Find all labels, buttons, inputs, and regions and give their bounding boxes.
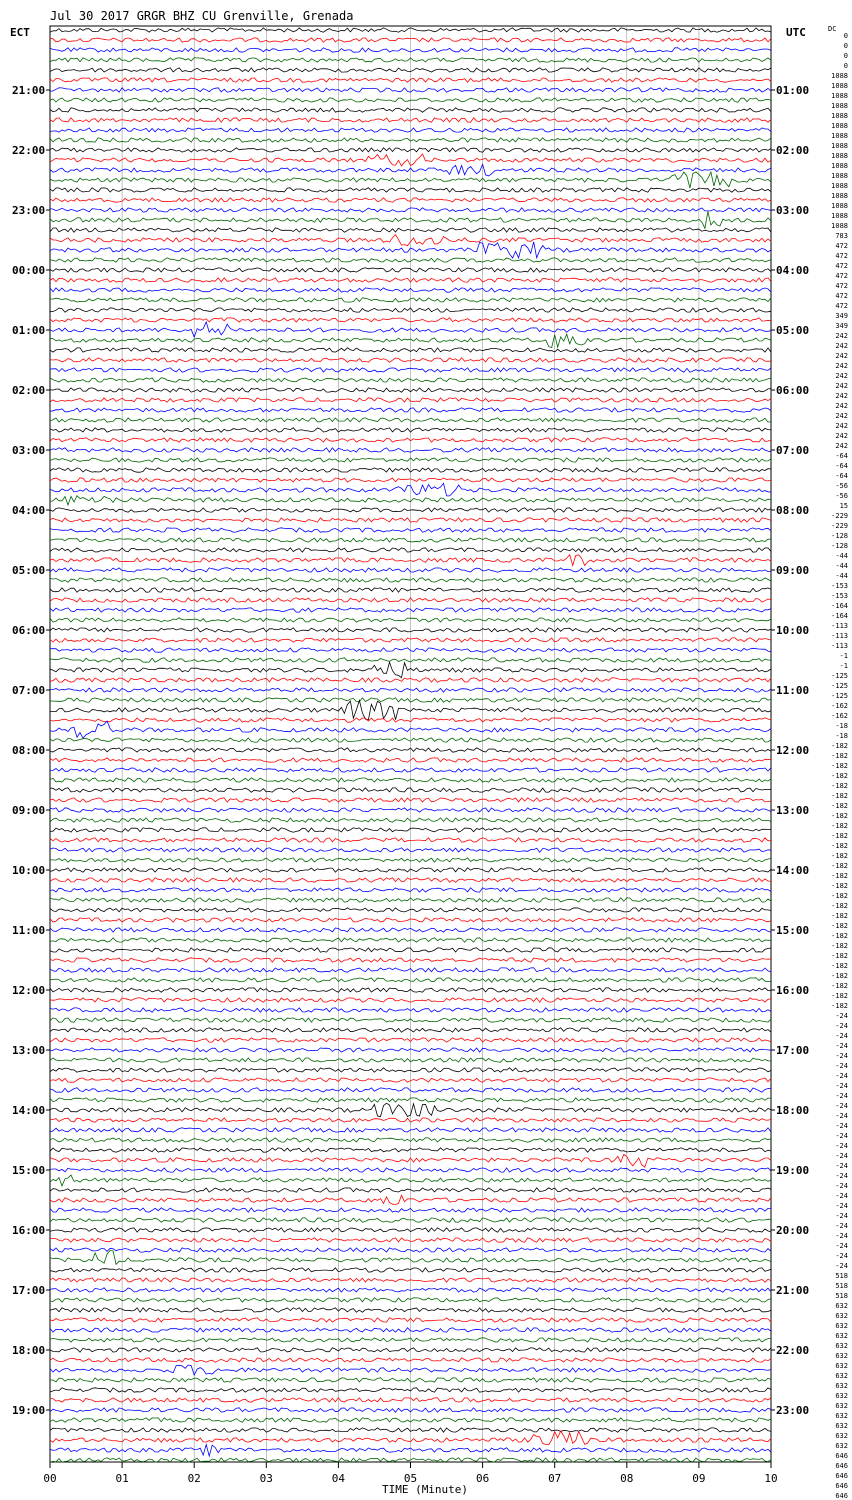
dc-offset-label: -125 bbox=[831, 672, 848, 680]
left-hour-label: 07:00 bbox=[12, 684, 46, 697]
right-hour-label: 08:00 bbox=[776, 504, 810, 517]
dc-offset-label: -229 bbox=[831, 522, 848, 530]
right-hour-label: 05:00 bbox=[776, 324, 810, 337]
dc-offset-label: 632 bbox=[835, 1422, 848, 1430]
dc-offset-label: -182 bbox=[831, 862, 848, 870]
left-hour-label: 23:00 bbox=[12, 204, 46, 217]
dc-offset-label: -113 bbox=[831, 642, 848, 650]
right-hour-label: 15:00 bbox=[776, 924, 810, 937]
dc-offset-label: -125 bbox=[831, 692, 848, 700]
dc-offset-label: 1088 bbox=[831, 212, 848, 220]
left-hour-label: 16:00 bbox=[12, 1224, 46, 1237]
right-hour-label: 04:00 bbox=[776, 264, 810, 277]
dc-offset-label: 632 bbox=[835, 1412, 848, 1420]
dc-offset-label: -56 bbox=[835, 492, 848, 500]
dc-offset-label: 632 bbox=[835, 1362, 848, 1370]
dc-offset-label: -182 bbox=[831, 802, 848, 810]
dc-offset-label: -182 bbox=[831, 1002, 848, 1010]
dc-offset-label: 632 bbox=[835, 1322, 848, 1330]
dc-offset-label: -153 bbox=[831, 592, 848, 600]
dc-offset-label: 472 bbox=[835, 262, 848, 270]
left-hour-label: 13:00 bbox=[12, 1044, 46, 1057]
dc-offset-label: 1088 bbox=[831, 172, 848, 180]
x-tick-label: 06 bbox=[475, 1472, 490, 1485]
dc-offset-label: -182 bbox=[831, 752, 848, 760]
right-hour-label: 23:00 bbox=[776, 1404, 810, 1417]
dc-offset-label: -24 bbox=[835, 1192, 848, 1200]
dc-offset-label: -18 bbox=[835, 732, 848, 740]
right-hour-label: 01:00 bbox=[776, 84, 810, 97]
dc-offset-label: -44 bbox=[835, 562, 848, 570]
dc-offset-label: 646 bbox=[835, 1482, 848, 1490]
dc-offset-label: -182 bbox=[831, 822, 848, 830]
dc-offset-label: -24 bbox=[835, 1122, 848, 1130]
dc-offset-label: 1088 bbox=[831, 82, 848, 90]
dc-offset-label: -182 bbox=[831, 842, 848, 850]
right-hour-label: 22:00 bbox=[776, 1344, 810, 1357]
dc-offset-label: -24 bbox=[835, 1162, 848, 1170]
dc-offset-label: -113 bbox=[831, 632, 848, 640]
dc-offset-label: -24 bbox=[835, 1252, 848, 1260]
dc-offset-label: 518 bbox=[835, 1292, 848, 1300]
dc-offset-label: 632 bbox=[835, 1352, 848, 1360]
dc-offset-label: -24 bbox=[835, 1022, 848, 1030]
dc-offset-label: -24 bbox=[835, 1152, 848, 1160]
dc-offset-label: -128 bbox=[831, 532, 848, 540]
dc-offset-label: 632 bbox=[835, 1342, 848, 1350]
dc-offset-label: 472 bbox=[835, 302, 848, 310]
dc-offset-label: -182 bbox=[831, 792, 848, 800]
dc-offset-label: -1 bbox=[839, 662, 848, 670]
dc-offset-label: 242 bbox=[835, 402, 848, 410]
dc-offset-label: -1 bbox=[839, 652, 848, 660]
left-axis-label: ECT bbox=[10, 26, 30, 39]
dc-offset-label: 632 bbox=[835, 1442, 848, 1450]
left-hour-label: 22:00 bbox=[12, 144, 46, 157]
x-tick-label: 03 bbox=[259, 1472, 273, 1485]
dc-offset-label: -164 bbox=[831, 602, 848, 610]
dc-offset-label: -24 bbox=[835, 1052, 848, 1060]
dc-offset-label: 242 bbox=[835, 342, 848, 350]
dc-offset-label: 1088 bbox=[831, 92, 848, 100]
x-axis bbox=[43, 1462, 777, 1485]
dc-offset-label: 242 bbox=[835, 382, 848, 390]
dc-offset-label: 632 bbox=[835, 1372, 848, 1380]
dc-offset-label: -182 bbox=[831, 782, 848, 790]
dc-offset-labels bbox=[831, 32, 848, 1500]
right-hour-label: 21:00 bbox=[776, 1284, 810, 1297]
dc-offset-label: -182 bbox=[831, 832, 848, 840]
left-hour-label: 19:00 bbox=[12, 1404, 46, 1417]
dc-offset-label: -182 bbox=[831, 952, 848, 960]
dc-offset-label: -18 bbox=[835, 722, 848, 730]
dc-offset-label: -24 bbox=[835, 1212, 848, 1220]
dc-offset-label: -128 bbox=[831, 542, 848, 550]
dc-offset-label: 1088 bbox=[831, 132, 848, 140]
left-hour-label: 11:00 bbox=[12, 924, 46, 937]
dc-offset-label: -182 bbox=[831, 892, 848, 900]
dc-offset-label: 242 bbox=[835, 332, 848, 340]
left-hour-label: 04:00 bbox=[12, 504, 46, 517]
dc-offset-label: -164 bbox=[831, 612, 848, 620]
right-hour-label: 13:00 bbox=[776, 804, 810, 817]
dc-offset-label: -182 bbox=[831, 772, 848, 780]
dc-offset-label: -24 bbox=[835, 1242, 848, 1250]
dc-offset-label: -56 bbox=[835, 482, 848, 490]
dc-offset-label: 632 bbox=[835, 1392, 848, 1400]
dc-offset-label: -182 bbox=[831, 882, 848, 890]
left-hour-label: 03:00 bbox=[12, 444, 46, 457]
dc-offset-label: 632 bbox=[835, 1312, 848, 1320]
left-hour-label: 17:00 bbox=[12, 1284, 46, 1297]
dc-offset-label: -24 bbox=[835, 1112, 848, 1120]
dc-offset-label: 632 bbox=[835, 1382, 848, 1390]
dc-offset-label: -182 bbox=[831, 922, 848, 930]
dc-offset-label: -24 bbox=[835, 1132, 848, 1140]
dc-offset-label: -182 bbox=[831, 742, 848, 750]
dc-offset-label: 632 bbox=[835, 1402, 848, 1410]
x-tick-label: 02 bbox=[187, 1472, 201, 1485]
dc-offset-label: -162 bbox=[831, 702, 848, 710]
right-hour-label: 18:00 bbox=[776, 1104, 810, 1117]
dc-offset-label: 1088 bbox=[831, 122, 848, 130]
right-hour-label: 17:00 bbox=[776, 1044, 810, 1057]
x-tick-label: 01 bbox=[115, 1472, 129, 1485]
dc-offset-label: 0 bbox=[843, 42, 848, 50]
left-hour-labels bbox=[12, 84, 50, 1417]
x-tick-label: 09 bbox=[692, 1472, 706, 1485]
dc-offset-label: 15 bbox=[839, 502, 848, 510]
dc-offset-label: -182 bbox=[831, 762, 848, 770]
dc-offset-label: -182 bbox=[831, 872, 848, 880]
dc-offset-label: 472 bbox=[835, 252, 848, 260]
dc-offset-label: -125 bbox=[831, 682, 848, 690]
left-hour-label: 18:00 bbox=[12, 1344, 46, 1357]
left-hour-label: 02:00 bbox=[12, 384, 46, 397]
dc-offset-label: 1088 bbox=[831, 202, 848, 210]
dc-offset-label: -229 bbox=[831, 512, 848, 520]
dc-offset-label: 646 bbox=[835, 1462, 848, 1470]
left-hour-label: 06:00 bbox=[12, 624, 46, 637]
dc-header: DC bbox=[828, 25, 837, 33]
dc-offset-label: -44 bbox=[835, 572, 848, 580]
left-hour-label: 15:00 bbox=[12, 1164, 46, 1177]
left-hour-label: 14:00 bbox=[12, 1104, 46, 1117]
dc-offset-label: 632 bbox=[835, 1332, 848, 1340]
dc-offset-label: -182 bbox=[831, 972, 848, 980]
right-hour-label: 16:00 bbox=[776, 984, 810, 997]
right-hour-label: 11:00 bbox=[776, 684, 810, 697]
dc-offset-label: -24 bbox=[835, 1232, 848, 1240]
dc-offset-label: 783 bbox=[835, 232, 848, 240]
dc-offset-label: 242 bbox=[835, 432, 848, 440]
chart-title: Jul 30 2017 GRGR BHZ CU Grenville, Grenada bbox=[50, 9, 354, 23]
dc-offset-label: -24 bbox=[835, 1032, 848, 1040]
dc-offset-label: -182 bbox=[831, 912, 848, 920]
left-hour-label: 05:00 bbox=[12, 564, 46, 577]
left-hour-label: 08:00 bbox=[12, 744, 46, 757]
dc-offset-label: -24 bbox=[835, 1062, 848, 1070]
dc-offset-label: -113 bbox=[831, 622, 848, 630]
dc-offset-label: 472 bbox=[835, 272, 848, 280]
dc-offset-label: -64 bbox=[835, 462, 848, 470]
dc-offset-label: -24 bbox=[835, 1222, 848, 1230]
dc-offset-label: -24 bbox=[835, 1102, 848, 1110]
left-hour-label: 00:00 bbox=[12, 264, 46, 277]
dc-offset-label: -24 bbox=[835, 1172, 848, 1180]
dc-offset-label: -24 bbox=[835, 1262, 848, 1270]
dc-offset-label: 242 bbox=[835, 362, 848, 370]
dc-offset-label: 1088 bbox=[831, 222, 848, 230]
dc-offset-label: -182 bbox=[831, 942, 848, 950]
dc-offset-label: 646 bbox=[835, 1492, 848, 1500]
dc-offset-label: 0 bbox=[843, 62, 848, 70]
dc-offset-label: 349 bbox=[835, 312, 848, 320]
dc-offset-label: 349 bbox=[835, 322, 848, 330]
dc-offset-label: 472 bbox=[835, 242, 848, 250]
right-hour-label: 12:00 bbox=[776, 744, 810, 757]
dc-offset-label: 0 bbox=[843, 32, 848, 40]
x-axis-label: TIME (Minute) bbox=[381, 1483, 469, 1496]
dc-offset-label: 0 bbox=[843, 52, 848, 60]
right-hour-label: 03:00 bbox=[776, 204, 810, 217]
dc-offset-label: 242 bbox=[835, 442, 848, 450]
dc-offset-label: 646 bbox=[835, 1452, 848, 1460]
dc-offset-label: -44 bbox=[835, 552, 848, 560]
right-hour-label: 19:00 bbox=[776, 1164, 810, 1177]
dc-offset-label: -182 bbox=[831, 812, 848, 820]
dc-offset-label: 242 bbox=[835, 412, 848, 420]
dc-offset-label: 632 bbox=[835, 1302, 848, 1310]
dc-offset-label: 646 bbox=[835, 1472, 848, 1480]
dc-offset-label: 1088 bbox=[831, 162, 848, 170]
dc-offset-label: 472 bbox=[835, 292, 848, 300]
x-tick-label: 07 bbox=[548, 1472, 562, 1485]
dc-offset-label: -24 bbox=[835, 1082, 848, 1090]
right-hour-labels bbox=[771, 84, 809, 1417]
x-tick-label: 05 bbox=[403, 1472, 418, 1485]
dc-offset-label: 1088 bbox=[831, 142, 848, 150]
dc-offset-label: 1088 bbox=[831, 182, 848, 190]
dc-offset-label: -153 bbox=[831, 582, 848, 590]
dc-offset-label: 242 bbox=[835, 422, 848, 430]
right-hour-label: 20:00 bbox=[776, 1224, 810, 1237]
dc-offset-label: 1088 bbox=[831, 192, 848, 200]
x-tick-label: 08 bbox=[620, 1472, 634, 1485]
dc-offset-label: -182 bbox=[831, 902, 848, 910]
x-tick-label: 00 bbox=[43, 1472, 57, 1485]
dc-offset-label: -182 bbox=[831, 992, 848, 1000]
dc-offset-label: 1088 bbox=[831, 72, 848, 80]
dc-offset-label: 242 bbox=[835, 372, 848, 380]
dc-offset-label: -24 bbox=[835, 1202, 848, 1210]
dc-offset-label: 242 bbox=[835, 352, 848, 360]
left-hour-label: 01:00 bbox=[12, 324, 46, 337]
dc-offset-label: 472 bbox=[835, 282, 848, 290]
dc-offset-label: -182 bbox=[831, 932, 848, 940]
right-hour-label: 14:00 bbox=[776, 864, 810, 877]
left-hour-label: 09:00 bbox=[12, 804, 46, 817]
x-tick-label: 04 bbox=[331, 1472, 346, 1485]
dc-offset-label: -182 bbox=[831, 962, 848, 970]
right-hour-label: 07:00 bbox=[776, 444, 810, 457]
dc-offset-label: 632 bbox=[835, 1432, 848, 1440]
dc-offset-label: -182 bbox=[831, 982, 848, 990]
dc-offset-label: -64 bbox=[835, 472, 848, 480]
dc-offset-label: 1088 bbox=[831, 112, 848, 120]
dc-offset-label: -162 bbox=[831, 712, 848, 720]
dc-offset-label: -182 bbox=[831, 852, 848, 860]
right-hour-label: 10:00 bbox=[776, 624, 810, 637]
dc-offset-label: -64 bbox=[835, 452, 848, 460]
dc-offset-label: 518 bbox=[835, 1282, 848, 1290]
dc-offset-label: -24 bbox=[835, 1182, 848, 1190]
dc-offset-label: 1088 bbox=[831, 102, 848, 110]
dc-offset-label: -24 bbox=[835, 1012, 848, 1020]
dc-offset-label: 1088 bbox=[831, 152, 848, 160]
dc-offset-label: -24 bbox=[835, 1072, 848, 1080]
right-hour-label: 06:00 bbox=[776, 384, 810, 397]
right-axis-label: UTC bbox=[786, 26, 806, 39]
left-hour-label: 12:00 bbox=[12, 984, 46, 997]
dc-offset-label: 518 bbox=[835, 1272, 848, 1280]
left-hour-label: 10:00 bbox=[12, 864, 46, 877]
dc-offset-label: -24 bbox=[835, 1142, 848, 1150]
dc-offset-label: 242 bbox=[835, 392, 848, 400]
dc-offset-label: -24 bbox=[835, 1042, 848, 1050]
left-hour-label: 21:00 bbox=[12, 84, 46, 97]
dc-offset-label: -24 bbox=[835, 1092, 848, 1100]
right-hour-label: 09:00 bbox=[776, 564, 810, 577]
x-tick-label: 10 bbox=[764, 1472, 778, 1485]
right-hour-label: 02:00 bbox=[776, 144, 810, 157]
